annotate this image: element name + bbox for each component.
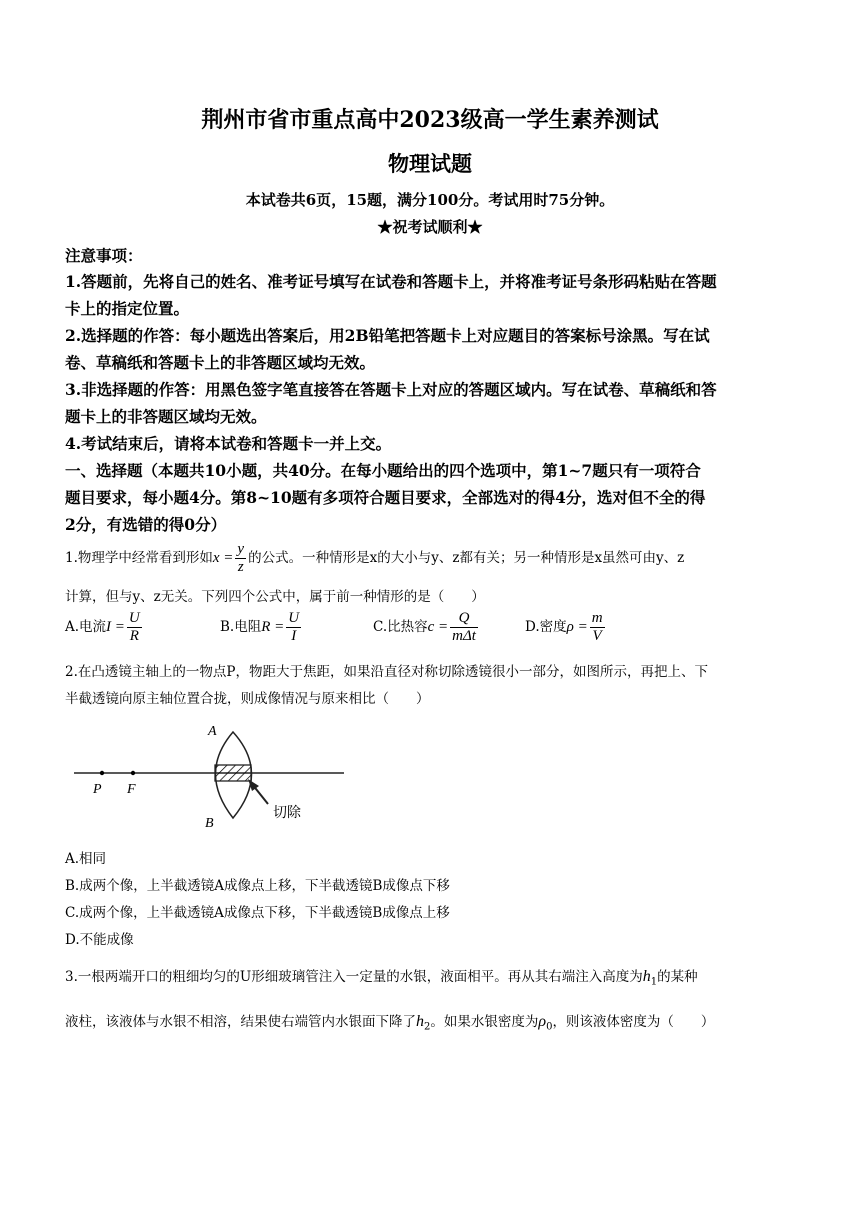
question-2-line-2: 半截透镜向原主轴位置合拢，则成像情况与原来相比（ ） xyxy=(65,691,430,707)
notice-item-1-line-2: 卡上的指定位置。 xyxy=(65,299,190,318)
notice-item-4: 4.考试结束后，请将本试卷和答题卡一并上交。 xyxy=(65,434,392,453)
question-3-line-1 xyxy=(65,965,698,988)
point-label-f: F xyxy=(127,782,136,797)
section-1-line-2: 题目要求，每小题4分。第8~10题有多项符合题目要求，全部选对的得4分，选对但不全的得 xyxy=(65,488,706,507)
question-1-formula-numerator: y xyxy=(237,541,245,557)
option-d-lhs: ρ = xyxy=(566,619,588,635)
question-1-option-d[interactable] xyxy=(525,610,607,645)
question-1-intro: 1.物理学中经常看到形如 xyxy=(65,550,213,566)
option-b-fraction xyxy=(286,610,301,645)
notice-item-3-line-2: 题卡上的非答题区域均无效。 xyxy=(65,407,267,426)
option-a-numerator: U xyxy=(128,610,140,626)
option-c-denominator: mΔt xyxy=(452,628,476,644)
question-1-formula-fraction xyxy=(235,541,246,576)
lens-label-a: A xyxy=(208,724,217,739)
question-1-intro-rest: 的公式。一种情形是x的大小与y、z都有关；另一种情形是x虽然可由y、z xyxy=(248,550,685,566)
option-a-label: A.电流 xyxy=(65,619,107,635)
question-3-line-2-text: 液柱，该液体与水银不相溶，结果使右端管内水银面下降了 xyxy=(65,1014,416,1030)
question-2-option-c[interactable]: C.成两个像，上半截透镜A成像点下移，下半截透镜B成像点上移 xyxy=(65,905,450,921)
lens-figure xyxy=(70,718,360,836)
option-b-denominator: I xyxy=(291,628,297,644)
question-3-line-2-end: ，则该液体密度为（ ） xyxy=(552,1014,715,1030)
point-f xyxy=(131,771,135,775)
question-2-option-b[interactable]: B.成两个像，上半截透镜A成像点上移，下半截透镜B成像点下移 xyxy=(65,878,450,894)
exam-title: 荆州市省市重点高中2023级高一学生素养测试 xyxy=(201,107,659,133)
question-1-option-b[interactable] xyxy=(220,610,303,645)
notice-item-2-line-2: 卷、草稿纸和答题卡上的非答题区域均无效。 xyxy=(65,353,376,372)
h1-subscript: 1 xyxy=(650,976,658,988)
notice-item-1-line-1: 1.答题前，先将自己的姓名、准考证号填写在试卷和答题卡上，并将准考证号条形码粘贴在答题 xyxy=(65,272,717,291)
option-d-fraction xyxy=(590,610,605,645)
option-d-denominator: V xyxy=(592,628,602,644)
h2-subscript: 2 xyxy=(424,1021,431,1033)
option-d-label: D.密度 xyxy=(525,619,567,635)
rho0-subscript: 0 xyxy=(546,1021,553,1033)
question-1-line-1 xyxy=(65,541,684,576)
option-a-fraction xyxy=(127,610,142,645)
h2-symbol: h xyxy=(416,1013,424,1030)
section-1-line-3: 2分，有选错的得0分） xyxy=(65,515,227,534)
option-a-denominator: R xyxy=(129,628,139,644)
question-2-option-a[interactable]: A.相同 xyxy=(65,851,107,867)
cut-label: 切除 xyxy=(273,805,301,821)
option-d-numerator: m xyxy=(591,610,603,626)
exam-wish: ★祝考试顺利★ xyxy=(377,218,483,236)
question-1-formula-lhs: x = xyxy=(212,550,234,566)
question-1-option-c[interactable] xyxy=(373,610,480,645)
question-3-line-1-text: 3.一根两端开口的粗细均匀的U形细玻璃管注入一定量的水银，液面相平。再从其右端注入高度为 xyxy=(65,969,643,985)
question-2-line-1: 2.在凸透镜主轴上的一物点P，物距大于焦距，如果沿直径对称切除透镜很小一部分，如图所示，再把上、下 xyxy=(65,664,708,680)
option-b-label: B.电阻 xyxy=(220,619,262,635)
rho0-symbol: ρ xyxy=(538,1013,547,1030)
option-c-numerator: Q xyxy=(450,610,478,628)
option-b-lhs: R = xyxy=(261,619,285,635)
cut-region xyxy=(215,765,251,781)
question-1-line-2: 计算，但与y、z无关。下列四个公式中，属于前一种情形的是（ ） xyxy=(65,589,485,605)
question-2-option-d[interactable]: D.不能成像 xyxy=(65,932,134,948)
notice-item-3-line-1: 3.非选择题的作答：用黑色签字笔直接答在答题卡上对应的答题区域内。写在试卷、草稿纸和答 xyxy=(65,380,717,399)
question-1-formula-denominator: z xyxy=(237,559,244,575)
question-3-line-2 xyxy=(65,1010,714,1033)
notice-item-2-line-1: 2.选择题的作答：每小题选出答案后，用2B铅笔把答题卡上对应题目的答案标号涂黑。写在试 xyxy=(65,326,710,345)
option-c-lhs: c = xyxy=(427,619,449,635)
option-c-fraction xyxy=(450,610,478,645)
section-1-line-1: 一、选择题（本题共10小题，共40分。在每小题给出的四个选项中，第1~7题只有一项符合 xyxy=(65,461,701,480)
option-b-numerator: U xyxy=(288,610,300,626)
question-1-option-a[interactable] xyxy=(65,610,144,645)
question-3-line-2-mid: 。如果水银密度为 xyxy=(430,1014,539,1030)
exam-info: 本试卷共6页，15题，满分100分。考试用时75分钟。 xyxy=(245,191,615,209)
notice-heading: 注意事项： xyxy=(65,246,143,265)
subject-title: 物理试题 xyxy=(388,151,472,176)
h1-symbol: h xyxy=(642,968,651,985)
option-c-label: C.比热容 xyxy=(373,619,428,635)
option-a-lhs: I = xyxy=(106,619,125,635)
question-3-line-1-end: 的某种 xyxy=(657,969,698,985)
point-p xyxy=(100,771,104,775)
point-label-p: P xyxy=(93,782,102,797)
lens-label-b: B xyxy=(205,816,214,831)
